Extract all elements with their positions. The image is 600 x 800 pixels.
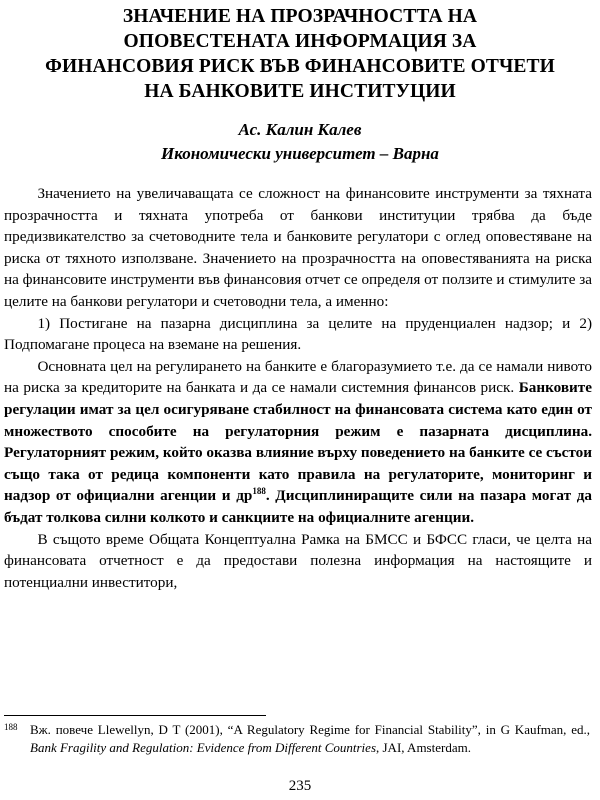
title-line: ОПОВЕСТЕНАТА ИНФОРМАЦИЯ ЗА [123,31,477,52]
page-number: 235 [288,778,312,794]
footnote-divider [4,715,266,716]
body-text [4,183,592,593]
title-line: НА БАНКОВИТЕ ИНСТИТУЦИИ [144,81,456,102]
author-affiliation: Икономически университет – Варна [161,144,439,163]
title-line: ЗНАЧЕНИЕ НА ПРОЗРАЧНОСТТА НА [122,6,478,27]
footnote-text [30,721,590,756]
footnote-text-b: , JAI, Amsterdam. [376,739,471,755]
paragraph-3-normal: Основната цел на регулирането на банките е благоразумието т.е. да се намали нивото на риска за кредиторите на банката и да се намали системния финансов риск. [4,357,592,397]
author-name: Ас. Калин Калев [238,120,362,139]
footnote-text-a: Вж. повече Llewellyn, D T (2001), “A Regulatory Regime for Financial Stability”, in G Kaufman, ed., [30,722,590,737]
paragraph-3-bold-end: . Дисциплиниращите сили на пазара могат да бъдат толкова силни колкото и санкциите на официалните агенции. [4,487,592,526]
footnote-book-title: Bank Fragility and Regulation: Evidence from Different Countries [30,739,376,755]
paragraph-2: 1) Постигане на пазарна дисциплина за целите на пруденциален надзор; и 2) Подпомагане процеса на вземане на решения. [4,314,592,354]
footnote [4,721,592,756]
article-title [14,4,586,104]
paragraph-4: В същото време Общата Концептуална Рамка на БМСС и БФСС гласи, че целта на финансовата отчетност е да предостави полезна информация на настоящите и потенциални инвеститори, [4,530,592,591]
footnote-mark: 188 [4,722,18,732]
footnote-ref[interactable]: 188 [252,486,266,497]
paragraph-1: Значението на увеличаващата се сложност на финансовите инструменти за тяхната прозрачността и тяхната употреба от банкови институции трябва да бъде предизвикателство за счетоводните тела и банковите регулатори с оглед оповестяване на риска от тяхното използване. Значението на прозрачността на оповестяванията на риска на финансовите инструменти във финансовия отчет се определя от ползите и стимулите за целите на банкови регулатори и счетоводни тела, а именно: [4,185,592,310]
title-line: ФИНАНСОВИЯ РИСК ВЪВ ФИНАНСОВИТЕ ОТЧЕТИ [45,56,555,77]
paragraph-3 [4,356,592,529]
paragraph-3-bold: Банковите регулации имат за цел осигуряване стабилност на финансовата система като един от множеството способите на регулаторния режим е пазарната дисциплина. Регулаторният режим, който оказва влияние върху поведението на банките се състои също така от редица компоненти като правила на регулаторите, мониторинг и надзор от официални агенции и др [4,379,593,505]
